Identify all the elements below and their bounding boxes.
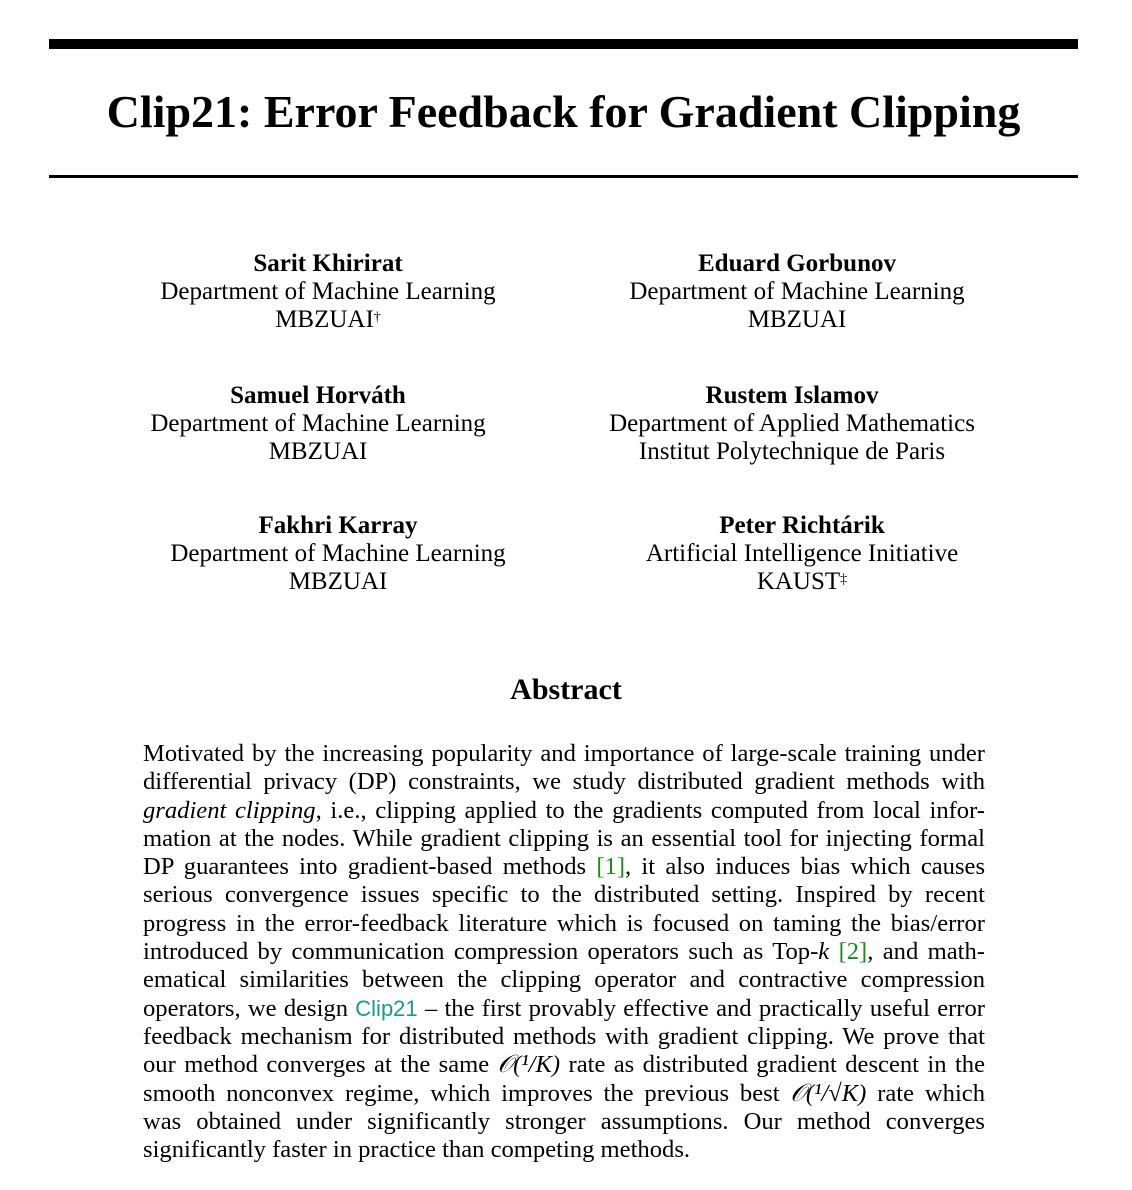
abstract-line: DP guarantees into gradient-based methods [1], it also induces bias which causes xyxy=(143,853,986,881)
footnote-mark: † xyxy=(373,310,381,325)
citation-link[interactable]: [1] xyxy=(596,853,626,881)
abstract-line: our method converges at the same 𝒪(¹/K) rate as distributed gradient descent in the xyxy=(143,1051,986,1079)
author-institution: KAUST xyxy=(756,568,841,595)
author-block xyxy=(582,512,1022,596)
author-institution: Institut Polytechnique de Paris xyxy=(638,438,946,465)
abstract-line: serious convergence issues specific to the distributed setting. Inspired by recent xyxy=(143,881,985,909)
author-department: Artificial Intelligence Initiative xyxy=(645,540,959,567)
author-institution: MBZUAI xyxy=(288,568,388,595)
rate-formula: 𝒪(¹/K) xyxy=(497,1051,561,1079)
abstract-line: introduced by communication compression operators such as Top-k [2], and math- xyxy=(143,938,985,966)
author-block xyxy=(577,250,1017,334)
abstract-heading: Abstract xyxy=(510,673,622,706)
abstract-line: was obtained under significantly stronger assumptions. Our method converges xyxy=(143,1107,985,1135)
author-name: Samuel Horváth xyxy=(230,382,406,409)
abstract-line: significantly faster in practice than competing methods. xyxy=(143,1136,691,1164)
author-institution: MBZUAI xyxy=(275,306,374,333)
citation-link[interactable]: [2] xyxy=(838,938,868,966)
author-name: Fakhri Karray xyxy=(258,512,418,539)
title-rule xyxy=(49,175,1078,178)
author-block xyxy=(572,382,1012,466)
method-link[interactable]: Clip21 xyxy=(355,995,418,1021)
author-department: Department of Machine Learning xyxy=(160,278,496,305)
top-rule xyxy=(49,39,1078,49)
author-block xyxy=(108,250,548,334)
footnote-mark: ‡ xyxy=(840,572,848,587)
author-name: Peter Richtárik xyxy=(719,512,885,539)
author-name: Eduard Gorbunov xyxy=(698,250,896,277)
author-institution: MBZUAI xyxy=(268,438,368,465)
author-department: Department of Machine Learning xyxy=(629,278,965,305)
abstract-line: operators, we design Clip21 – the first provably effective and practically useful error xyxy=(143,994,985,1022)
abstract-line: progress in the error-feedback literature which is focused on taming the bias/error xyxy=(143,909,985,937)
author-block xyxy=(118,512,558,596)
author-department: Department of Machine Learning xyxy=(170,540,506,567)
abstract-line: gradient clipping, i.e., clipping applied to the gradients computed from local infor- xyxy=(143,796,985,824)
paper-title: Clip21: Error Feedback for Gradient Clipping xyxy=(106,86,1021,137)
author-name: Rustem Islamov xyxy=(705,382,879,409)
abstract-line: ematical similarities between the clipping operator and contractive compression xyxy=(143,966,985,994)
abstract-line: smooth nonconvex regime, which improves the previous best 𝒪(¹/√K) rate which xyxy=(143,1079,985,1107)
abstract-line: Motivated by the increasing popularity and importance of large-scale training under xyxy=(143,740,985,767)
abstract-text xyxy=(143,740,985,1164)
abstract-line: differential privacy (DP) constraints, we study distributed gradient methods with xyxy=(143,768,985,796)
author-block xyxy=(98,382,538,466)
rate-formula: 𝒪(¹/√K) xyxy=(790,1079,867,1107)
author-department: Department of Machine Learning xyxy=(150,410,486,437)
emphasis-text: gradient clipping xyxy=(143,796,316,824)
author-department: Department of Applied Mathematics xyxy=(609,410,975,437)
author-name: Sarit Khirirat xyxy=(253,250,403,277)
abstract-line: mation at the nodes. While gradient clipping is an essential tool for injecting formal xyxy=(143,824,985,852)
abstract-line: feedback mechanism for distributed methods with gradient clipping. We prove that xyxy=(143,1022,985,1050)
author-institution: MBZUAI xyxy=(747,306,847,333)
